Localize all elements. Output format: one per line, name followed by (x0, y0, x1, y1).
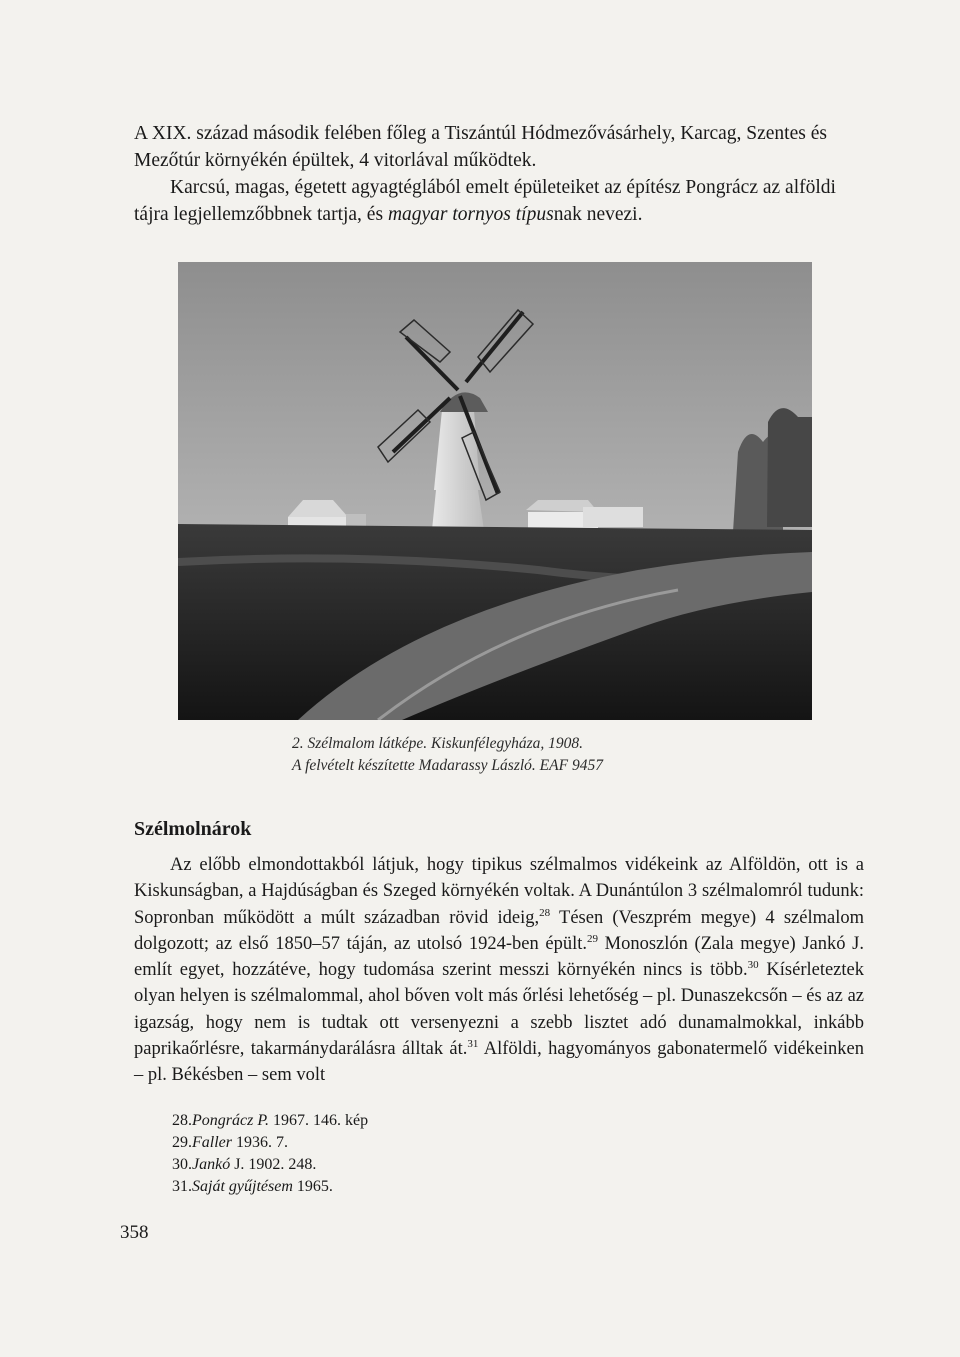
caption-line-1: 2. Szélmalom látképe. Kiskunfélegyháza, 1908. (292, 735, 584, 752)
caption-line-2: A felvételt készítette Madarassy László. EAF 9457 (292, 757, 603, 774)
body-segment-3: Monoszlón (Zala megye) Jankó J. említ egyet, hozzátéve, hogy tudomása szerint messzi környékén nincs is több. (134, 933, 865, 981)
intro-line-2 (134, 174, 864, 228)
footnote-citation: 1965. (292, 1178, 333, 1195)
page-number: 358 (120, 1222, 149, 1243)
footnote-number: 29. (172, 1134, 192, 1151)
windmill-photo-image (178, 262, 812, 720)
footnote-author: Jankó (192, 1156, 231, 1173)
body-text (134, 852, 864, 1089)
footnotes (172, 1110, 772, 1198)
footnote-29 (172, 1132, 772, 1154)
photo-caption (292, 733, 732, 777)
footnote-ref-30: 30 (747, 959, 759, 972)
footnote-author: Faller (192, 1134, 232, 1151)
intro-italic-term: magyar tornyos típus (387, 204, 554, 225)
footnote-number: 28. (172, 1112, 192, 1129)
body-paragraph (134, 852, 864, 1089)
footnote-author: Pongrácz P. (192, 1112, 270, 1129)
footnote-citation: 1936. 7. (232, 1134, 288, 1151)
footnote-number: 31. (172, 1178, 192, 1195)
footnote-citation: 1967. 146. kép (269, 1112, 369, 1129)
section-title: Szélmolnárok (134, 818, 252, 840)
footnote-citation: J. 1902. 248. (230, 1156, 317, 1173)
footnote-30 (172, 1154, 772, 1176)
intro-text: Karcsú, magas, égetett agyagtéglából emelt épületeiket az építész Pongrácz az alföldi tájra legjellemzőbbnek tartja, és (134, 177, 836, 225)
body-segment-1: Az előbb elmondottakból látjuk, hogy tipikus szélmalmos vidékeink az Alföldön, ott is a Kiskunságban, a Hajdúságban és Szeged környékén voltak. A Dunántúlon 3 szélmalomról tudunk: Sopronban működött a múlt században rövid ideig, (134, 855, 864, 928)
intro-line-1: A XIX. század második felében főleg a Tiszántúl Hódmezővásárhely, Karcag, Szentes és Mezőtúr környékén épültek, 4 vitorlával működtek. (134, 123, 827, 171)
footnote-28 (172, 1110, 772, 1132)
footnote-author: Saját gyűjtésem (192, 1178, 293, 1195)
intro-text-end: nak nevezi. (553, 204, 643, 225)
footnote-ref-29: 29 (586, 932, 598, 945)
intro-paragraph (134, 120, 864, 228)
footnote-ref-28: 28 (539, 906, 551, 919)
body-segment-5: Alföldi, hagyományos gabonatermelő vidékeinken – pl. Békésben – sem volt (134, 1039, 864, 1086)
footnote-ref-31: 31 (467, 1037, 479, 1050)
body-segment-2: Tésen (Veszprém megye) 4 szélmalom dolgozott; az első 1850–57 táján, az utolsó 1924-ben épült. (134, 907, 864, 954)
footnote-31 (172, 1176, 772, 1198)
footnote-number: 30. (172, 1156, 192, 1173)
windmill-photo (178, 262, 812, 720)
body-segment-4: Kísérleteztek olyan helyen is szélmalommal, ahol bőven volt más őrlési lehetőség – pl. Dunaszekcsőn – és az az igazság, hogy nem is tudtak ott versenyezni a szebb lisztet adó dunamalmokkal, inkább paprikaőrlésre, takarmánydarálásra álltak át. (134, 960, 864, 1060)
